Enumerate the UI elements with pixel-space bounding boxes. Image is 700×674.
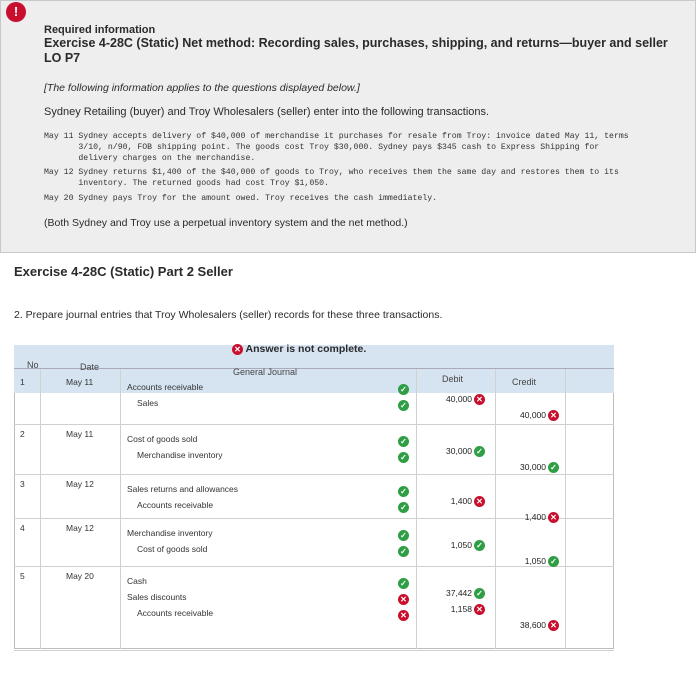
info-note: [The following information applies to the questions displayed below.] [44,82,360,94]
credit-field[interactable]: 38,600 [520,620,546,630]
account-field[interactable]: Accounts receivable [137,500,214,510]
divider [565,369,566,649]
debit-field[interactable]: 37,442 [446,588,472,598]
check-icon: ✓ [474,588,485,599]
debit-field[interactable]: 30,000 [446,446,472,456]
row-number: 1 [20,377,25,387]
check-icon: ✓ [398,578,409,589]
check-icon: ✓ [474,446,485,457]
account-field[interactable]: Merchandise inventory [137,450,223,460]
credit-field[interactable]: 30,000 [520,462,546,472]
x-icon: ✕ [548,512,559,523]
x-icon: ✕ [474,496,485,507]
x-icon: ✕ [232,344,243,355]
check-icon: ✓ [474,540,485,551]
row-date[interactable]: May 20 [66,571,94,581]
row-divider [14,650,614,651]
row-date[interactable]: May 12 [66,523,94,533]
check-icon: ✓ [398,546,409,557]
row-date[interactable]: May 12 [66,479,94,489]
part-title: Exercise 4-28C (Static) Part 2 Seller [14,264,233,279]
question-text: 2. Prepare journal entries that Troy Wholesalers (seller) records for these three transactions. [14,309,443,321]
check-icon: ✓ [548,462,559,473]
row-date[interactable]: May 11 [66,429,94,439]
x-icon: ✕ [474,394,485,405]
debit-field[interactable]: 1,158 [450,604,472,614]
divider [40,369,41,649]
answer-status-text: Answer is not complete. [245,343,367,355]
row-divider [14,424,614,425]
x-icon: ✕ [548,620,559,631]
transaction-line: May 12 Sydney returns $1,400 of the $40,000 of goods to Troy, who receives them the same day and restores them to its [44,168,619,177]
x-icon: ✕ [548,410,559,421]
check-icon: ✓ [548,556,559,567]
check-icon: ✓ [398,400,409,411]
divider [120,369,121,649]
transaction-line: May 20 Sydney pays Troy for the amount owed. Troy receives the cash immediately. [44,194,438,203]
transaction-line: inventory. The returned goods had cost Troy $1,050. [44,179,329,188]
account-field[interactable]: Sales returns and allowances [127,484,239,494]
check-icon: ✓ [398,502,409,513]
row-number: 2 [20,429,25,439]
row-divider [14,474,614,475]
debit-field[interactable]: 1,050 [450,540,472,550]
row-date[interactable]: May 11 [66,377,94,387]
row-number: 5 [20,571,25,581]
info-both-note: (Both Sydney and Troy use a perpetual inventory system and the net method.) [44,217,408,229]
divider [416,369,417,649]
credit-field[interactable]: 1,050 [524,556,546,566]
col-credit: Credit [512,377,537,387]
account-field[interactable]: Merchandise inventory [127,528,213,538]
account-field[interactable]: Sales discounts [127,592,187,602]
x-icon: ✕ [398,594,409,605]
debit-field[interactable]: 1,400 [450,496,472,506]
col-general-journal: General Journal [233,367,298,377]
alert-icon: ! [6,2,26,22]
row-divider [14,566,614,567]
divider [495,369,496,649]
transaction-line: delivery charges on the merchandise. [44,154,256,163]
transaction-line: 3/10, n/90, FOB shipping point. The goods cost Troy $30,000. Sydney pays $345 cash to Express Shipping for [44,143,600,152]
exercise-title: Exercise 4-28C (Static) Net method: Recording sales, purchases, shipping, and returns—buyer and seller LO P7 [44,36,668,65]
account-field[interactable]: Cost of goods sold [137,544,208,554]
x-icon: ✕ [398,610,409,621]
check-icon: ✓ [398,452,409,463]
account-field[interactable]: Cash [127,576,147,586]
answer-status [232,343,366,355]
credit-field[interactable]: 1,400 [524,512,546,522]
debit-field[interactable]: 40,000 [446,394,472,404]
info-intro: Sydney Retailing (buyer) and Troy Wholesalers (seller) enter into the following transactions. [44,106,490,118]
account-field[interactable]: Accounts receivable [137,608,214,618]
account-field[interactable]: Cost of goods sold [127,434,198,444]
check-icon: ✓ [398,530,409,541]
required-label: Required information [44,24,156,36]
account-field[interactable]: Accounts receivable [127,382,204,392]
col-date: Date [80,362,100,372]
x-icon: ✕ [474,604,485,615]
row-number: 4 [20,523,25,533]
col-no: No [27,360,39,370]
check-icon: ✓ [398,384,409,395]
check-icon: ✓ [398,436,409,447]
check-icon: ✓ [398,486,409,497]
row-number: 3 [20,479,25,489]
credit-field[interactable]: 40,000 [520,410,546,420]
account-field[interactable]: Sales [137,398,159,408]
col-debit: Debit [442,374,464,384]
transaction-line: May 11 Sydney accepts delivery of $40,000 of merchandise it purchases for resale from Troy: invoice dated May 11, terms [44,132,629,141]
